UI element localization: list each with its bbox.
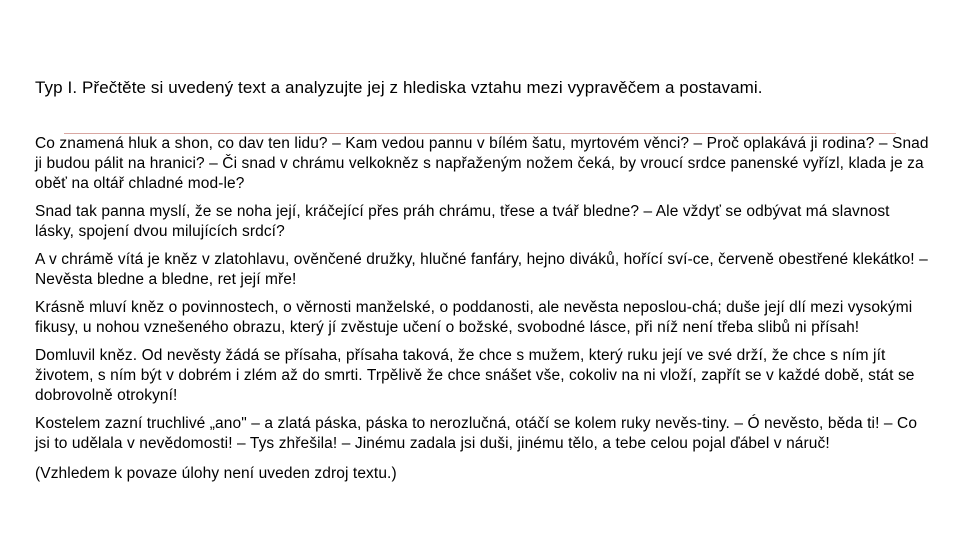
paragraph-6: Kostelem zazní truchlivé „ano" – a zlatá páska, páska to nerozlučná, otáčí se kolem ruky nevěs-tiny. – Ó nevěsto, běda ti! – Co jsi to udělala v nevědomosti! – Tys zhřešila! – Jinému zadala jsi duši, jinému tělo, a tebe celou pojal ďábel v náruč!: [35, 415, 918, 452]
task-title: Typ I. Přečtěte si uvedený text a analyzujte jej z hlediska vztahu mezi vypravěčem a postavami.: [35, 78, 763, 97]
excerpt-text: [35, 134, 930, 492]
paragraph-2: Snad tak panna myslí, že se noha její, kráčející přes práh chrámu, třese a tvář bledne? – Ale vždyť se odbývat má slavnost lásky, spojení dvou milujících srdcí?: [35, 203, 890, 240]
paragraph-5: Domluvil kněz. Od nevěsty žádá se přísaha, přísaha taková, že chce s mužem, který ruku její ve své drží, že chce s ním jít životem, s ním být v dobrém i zlém až do smrti. Trpělivě že chce snášet vše, cokoliv na ni vloží, zapřít se v každé době, stát se dobrovolně otrokyní!: [35, 347, 915, 404]
paragraph-3: A v chrámě vítá je kněz v zlatohlavu, ověnčené družky, hlučné fanfáry, hejno diváků, hořící sví-ce, červeně obestřené klekátko! – Nevěsta bledne a bledne, ret její mře!: [35, 251, 928, 288]
source-note: (Vzhledem k povaze úlohy není uveden zdroj textu.): [35, 465, 397, 482]
paragraph-4: Krásně mluví kněz o povinnostech, o věrnosti manželské, o poddanosti, ale nevěsta neposlou-chá; duše její dlí mezi vysokými fikusy, u nohou vznešeného obrazu, který jí zvěstuje učení o božské, svobodné lásce, při níž není třeba slibů ni přísah!: [35, 299, 913, 336]
paragraph-1: Co znamená hluk a shon, co dav ten lidu? – Kam vedou pannu v bílém šatu, myrtovém věnci? – Proč oplakává ji rodina? – Snad ji budou pálit na hranici? – Či snad v chrámu velkokněz s napřaženým nožem čeká, by vroucí srdce panenské vyřízl, klada je za oběť na oltář chladné mod-le?: [35, 135, 929, 192]
